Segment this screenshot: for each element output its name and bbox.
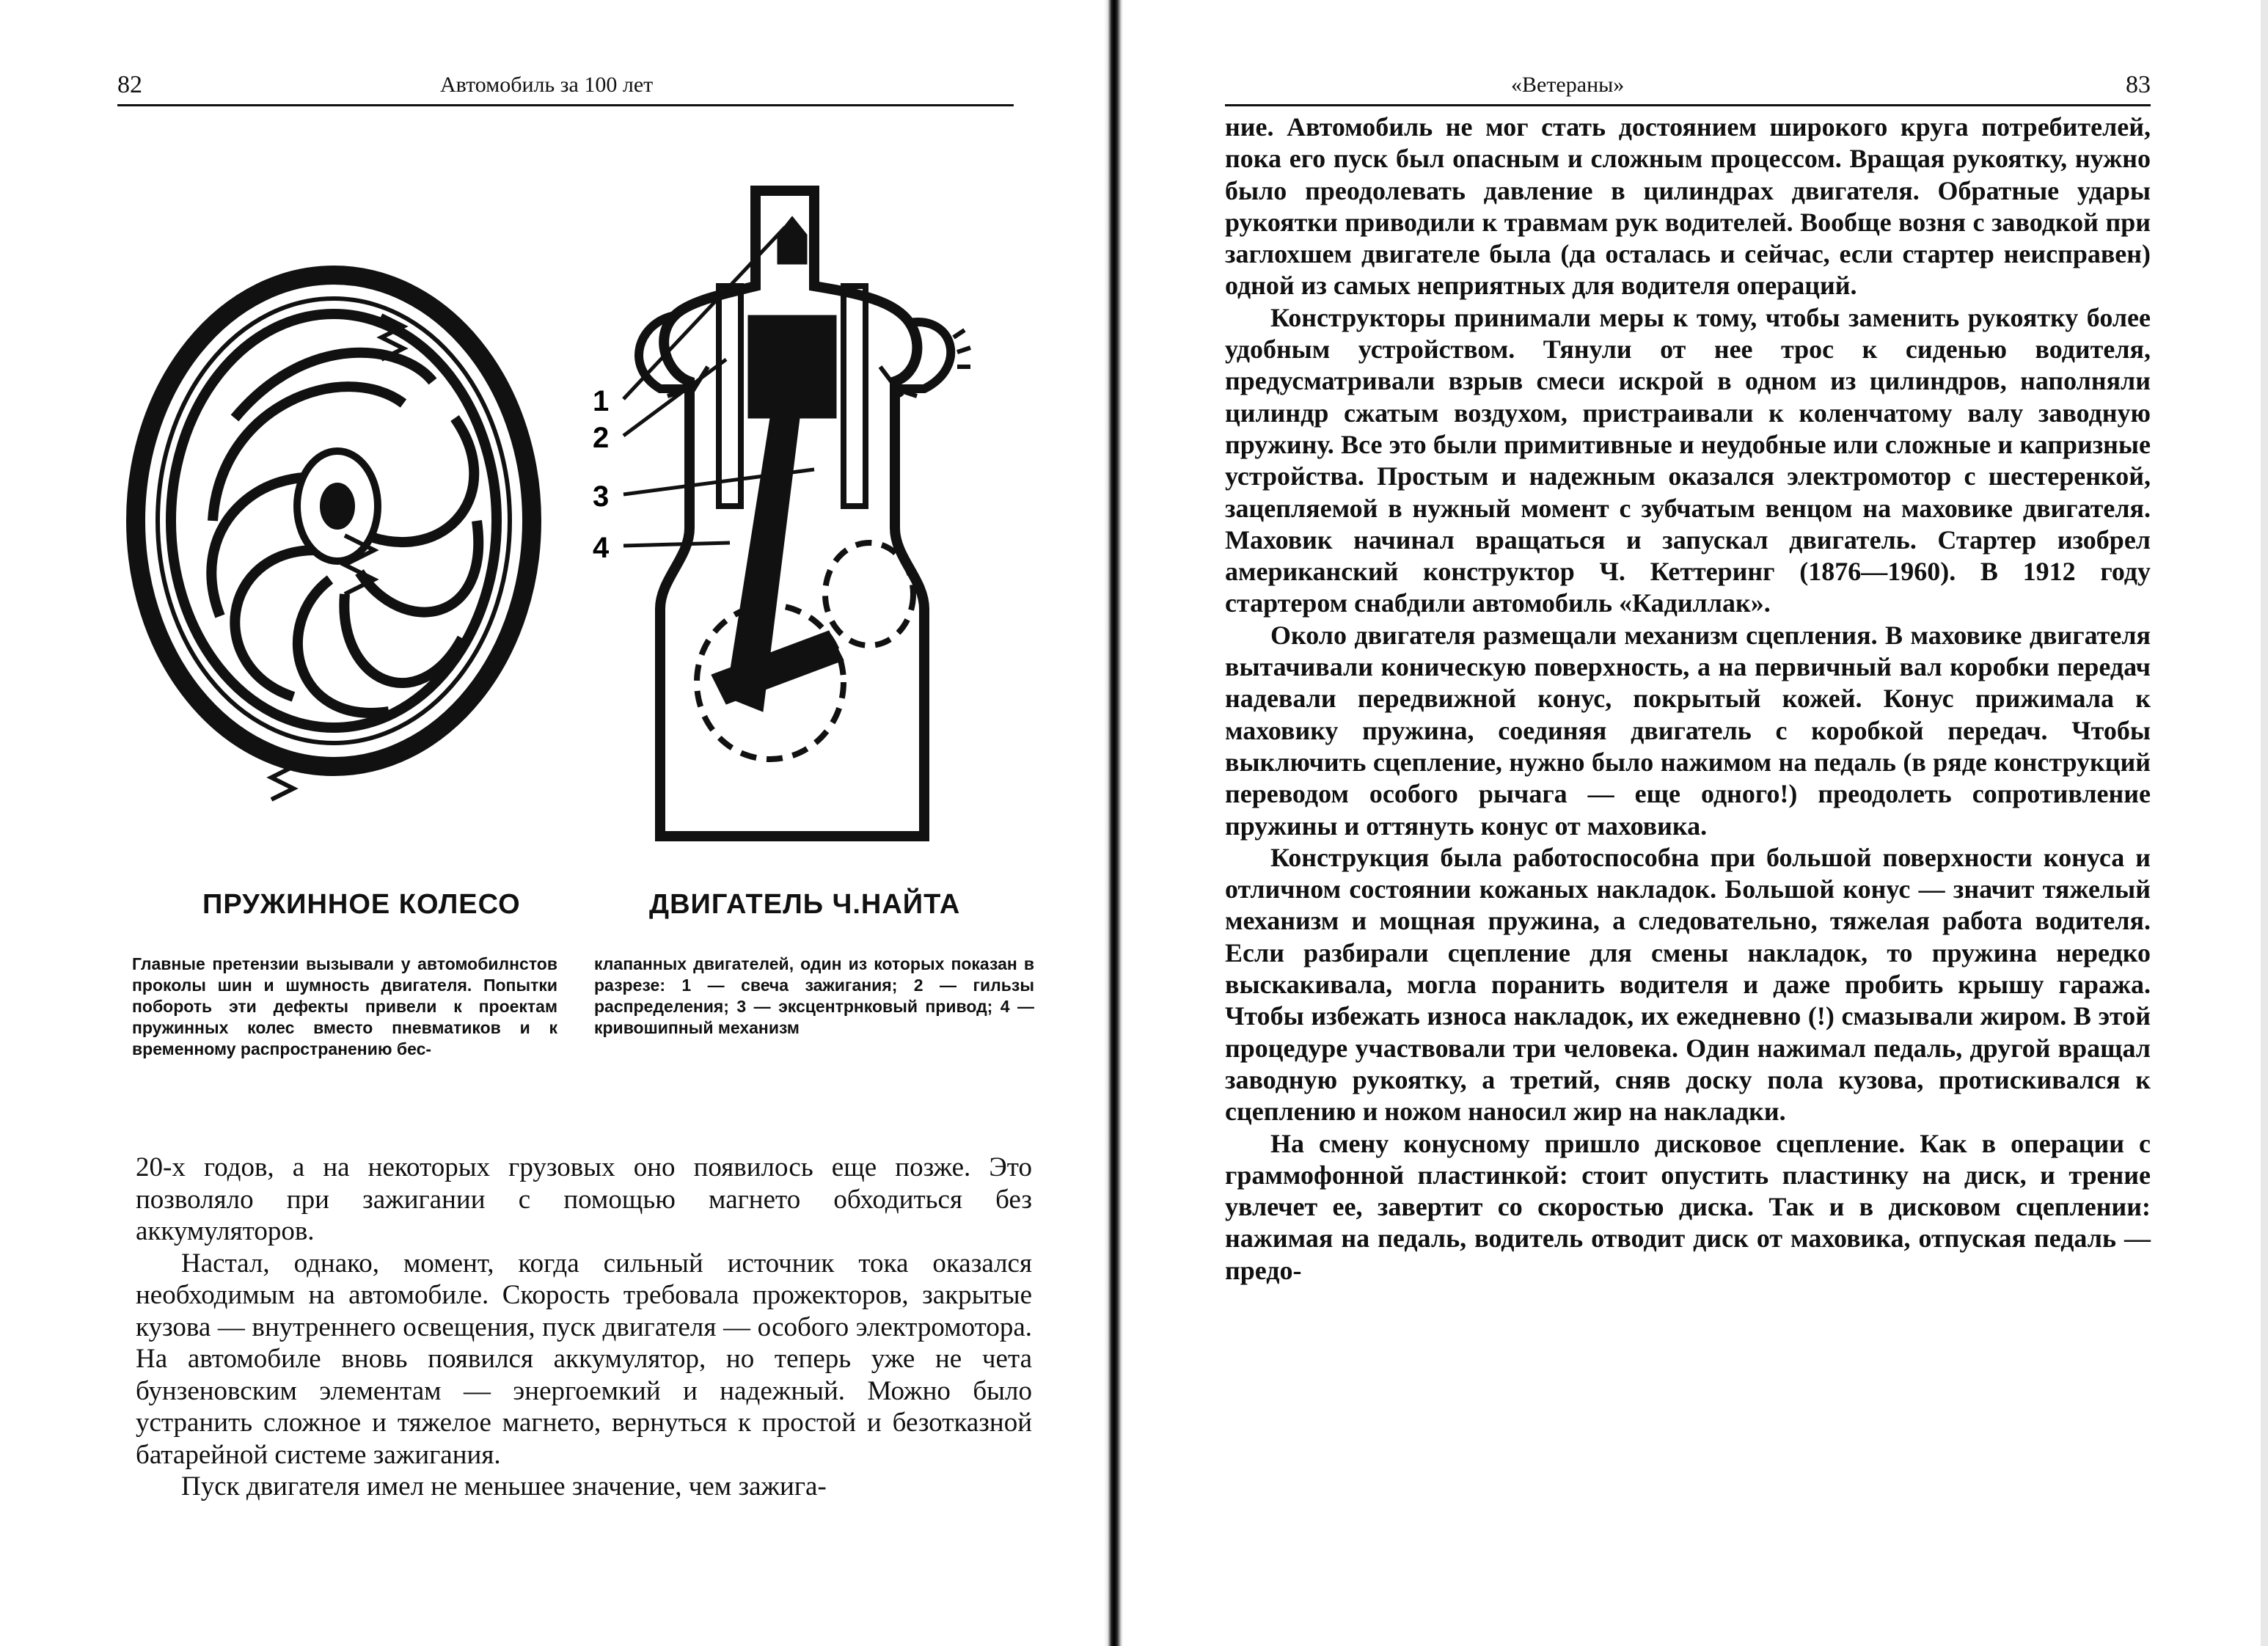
engine-callout-1: 1 <box>593 385 610 417</box>
spring-wheel-illustration <box>125 139 550 873</box>
paragraph: Настал, однако, момент, когда сильный источник тока оказался необходимым на автомобиле. Скорость требовала прожекторов, закрытые кузова — внутреннего освещения, пуск двигателя — особого электромотора. На автомобиле вновь появился аккумулятор, но теперь уже не чета бунзеновским элементам — энергоемкий и надежный. Можно было устранить сложное и тяжелое магнето, вернуться к простой и безотказной батарейной системе зажигания. <box>136 1248 1032 1470</box>
paragraph: ние. Автомобиль не мог стать достоянием широкого круга потребителей, пока его пуск был опасным и сложным процессом. Вращая рукоятку, нужно было преодолевать давление в цилиндрах двигателя. Обратные удары рукоятки приводили к травмам рук водителей. Вообще возня с заводкой при заглохшем двигателе была (да осталась и сейчас, если стартер неисправен) одной из самых неприятных для водителя операций. <box>1225 112 2151 301</box>
paragraph: Конструкторы принимали меры к тому, чтобы заменить рукоятку более удобным устройством. Тянули от нее трос к сиденью водителя, предусматривали взрыв смеси искрой в одном из цилиндров, наполняли цилиндр сжатым воздухом, пристраивали к коленчатому валу заводную пружину. Все это были примитивные и неудобные или сложные и капризные устройства. Простым и надежным оказался электромотор с шестеренкой, зацепляемой в нужный момент с зубчатым венцом на маховике двигателя. Маховик начинал вращаться и запускал двигатель. Стартер изобрел американский конструктор Ч. Кеттеринг (1876—1960). В 1912 году стартером снабдили автомобиль «Кадиллак». <box>1225 302 2151 618</box>
figure-caption-part-1: Главные претензии вызывали у автомобилнстов проколы шин и шумность двигателя. Попытки побороть эти дефекты привели к проектам пружинных колес вместо пневматиков и к временному распространению бес- <box>132 954 557 1058</box>
page-number-left: 82 <box>117 71 142 98</box>
wheel-drawing <box>136 275 532 800</box>
knight-engine-label: ДВИГАТЕЛЬ Ч.НАЙТА <box>649 889 961 920</box>
knight-engine-illustration <box>579 147 1020 880</box>
engine-drawing <box>639 191 970 836</box>
running-header-right <box>1225 70 2151 106</box>
page-number-right: 83 <box>2126 71 2151 98</box>
running-title-right: «Ветераны» <box>1511 73 1625 97</box>
paragraph: Около двигателя размещали механизм сцепления. В маховике двигателя вытачивали коническую поверхность, а на первичный вал коробки передач надевали передвижной конус, покрытый кожей. Конус прижимала к маховику пружина, соединяя двигатель с коробкой передач. Чтобы выключить сцепление, нужно было нажимом на педаль (в ряде конструкций переводом особого рычага — еще одного!) преодолеть сопротивление пружины и оттянуть конус от маховика. <box>1225 620 2151 841</box>
running-title-left: Автомобиль за 100 лет <box>440 73 654 97</box>
left-page <box>0 0 1108 1646</box>
right-page-body <box>1225 111 2151 1287</box>
running-header-left <box>117 70 1014 106</box>
engine-callout-4: 4 <box>593 532 610 564</box>
paragraph: 20-х годов, а на некоторых грузовых оно появилось еще позже. Это позволяло при зажигании с помощью магнето обходиться без аккумуляторов. <box>136 1152 1032 1246</box>
engine-callout-3: 3 <box>593 480 610 513</box>
right-page <box>1122 0 2268 1646</box>
paragraph: Конструкция была работоспособна при большой поверхности конуса и отличном состоянии кожаных накладок. Большой конус — значит тяжелый механизм и мощная пружина, а следовательно, тяжелая работа водителя. Если разбирали сцепление для смены накладок, то пружина нередко выскакивала, могла поранить водителя и даже пробить крышу гаража. Чтобы избежать износа накладок, их ежедневно (!) смазывали жиром. В этой процедуре участвовали три человека. Один нажимал педаль, другой вращал заводную рукоятку, а третий, сняв доску пола кузова, протискивался к сцеплению и ножом наносил жир на накладки. <box>1225 842 2151 1127</box>
spring-wheel-label: ПРУЖИННОЕ КОЛЕСО <box>202 889 521 920</box>
paragraph: На смену конусному пришло дисковое сцепление. Как в операции с граммофонной пластинкой: стоит опустить пластинку на диск, и трение увлечет ее, завертит со скоростью диска. Так и в дисковом сцеплении: нажимая на педаль, водитель отводит диск от маховика, отпуская педаль — предо- <box>1225 1128 2151 1285</box>
figure-caption-part-2: клапанных двигателей, один из которых показан в разрезе: 1 — свеча зажигания; 2 — гильзы распределения; 3 — эксцентрнковый привод; 4 — кривошипный механизм <box>594 954 1034 1037</box>
engine-callout-2: 2 <box>593 422 610 454</box>
left-page-body <box>136 1152 1032 1503</box>
paragraph: Пуск двигателя имел не меньшее значение, чем зажига- <box>181 1471 827 1501</box>
